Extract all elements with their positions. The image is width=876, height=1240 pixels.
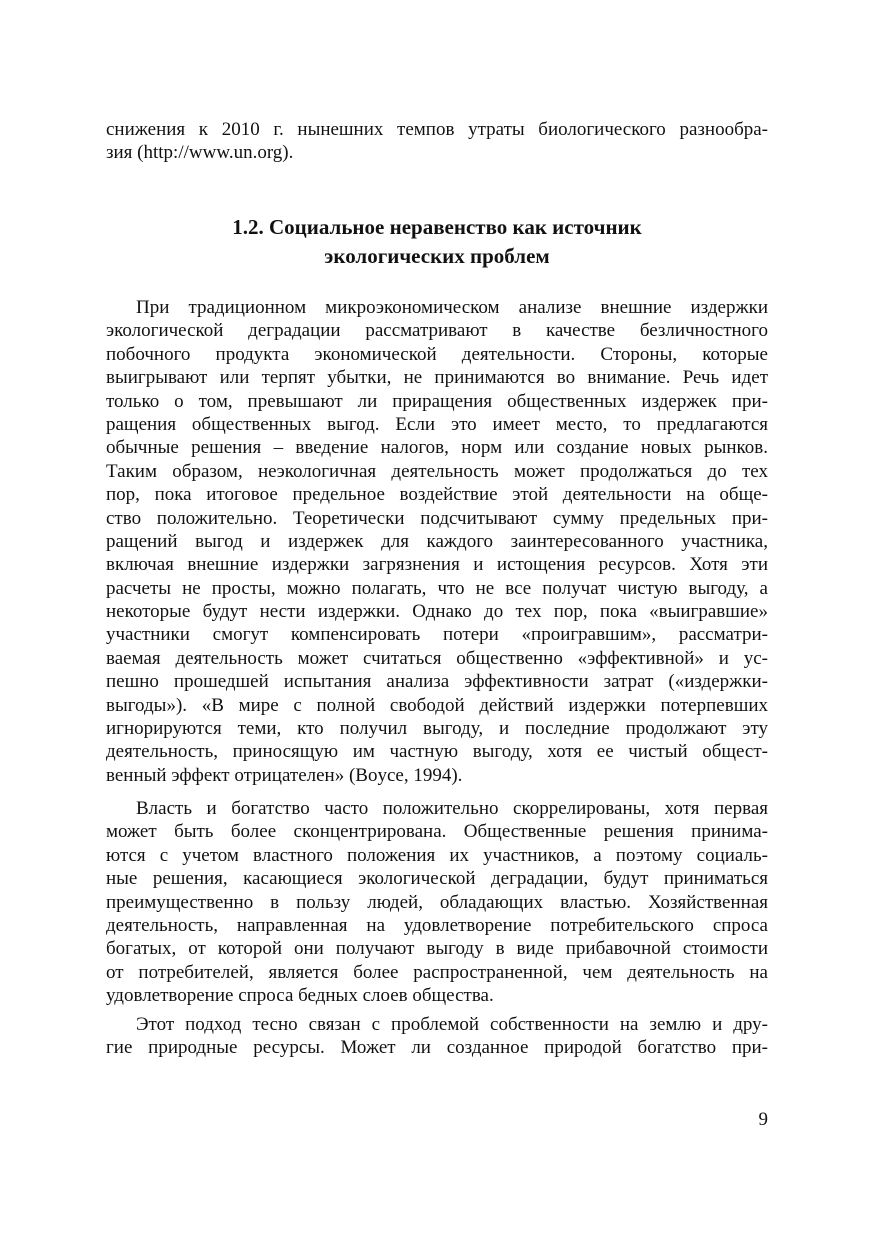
text-line: ращения общественных выгод. Если это имеет место, то предлагаются (106, 413, 768, 435)
section-title-line-2: экологических проблем (324, 244, 550, 268)
text-line: ство положительно. Теоретически подсчитывают сумму предельных при- (106, 507, 768, 529)
text-line: ваемая деятельность может считаться общественно «эффективной» и ус- (106, 647, 768, 669)
text-line: ращений выгод и издержек для каждого заинтересованного участника, (106, 530, 768, 552)
text-line: включая внешние издержки загрязнения и истощения ресурсов. Хотя эти (106, 554, 768, 576)
text-line: пешно прошедшей испытания анализа эффективности затрат («издержки- (106, 671, 768, 693)
text-line: выигрывают или терпят убытки, не принимаются во внимание. Речь идет (106, 367, 768, 389)
continuation-paragraph (106, 118, 768, 165)
text-line: расчеты не просты, можно полагать, что не все получат чистую выгоду, а (106, 577, 768, 599)
section-title-line-1: 1.2. Социальное неравенство как источник (232, 215, 642, 239)
text-line: При традиционном микроэкономическом анализе внешние издержки (136, 297, 768, 318)
text-line: некоторые будут нести издержки. Однако до тех пор, пока «выигравшие» (106, 601, 768, 623)
text-line: преимущественно в пользу людей, обладающих властью. Хозяйственная (106, 891, 768, 913)
text-line: экологической деградации рассматривают в качестве безличностного (106, 320, 768, 342)
text-line: игнорируются теми, кто получил выгоду, и последние продолжают эту (106, 718, 768, 740)
text-line: побочного продукта экономической деятельности. Стороны, которые (106, 343, 768, 365)
text-line: только о том, превышают ли приращения общественных издержек при- (106, 390, 768, 412)
text-line: участники смогут компенсировать потери «проигравшим», рассматри- (106, 624, 768, 646)
text-line: зия (http://www.un.org). (106, 142, 294, 164)
paragraph-2 (106, 797, 768, 1008)
page-number: 9 (758, 1109, 768, 1130)
text-line: выгоды»). «В мире с полной свободой действий издержки потерпевших (106, 694, 768, 716)
text-line: от потребителей, является более распространенной, чем деятельность на (106, 961, 768, 983)
text-line: деятельность, приносящую им частную выгоду, хотя ее чистый общест- (106, 741, 768, 763)
text-line: Власть и богатство часто положительно скоррелированы, хотя первая (136, 798, 768, 819)
text-line: удовлетворение спроса бедных слоев общества. (106, 985, 494, 1007)
text-line: снижения к 2010 г. нынешних темпов утраты биологического разнообра- (106, 119, 768, 140)
text-line: обычные решения – введение налогов, норм или создание новых рынков. (106, 437, 768, 459)
text-line: богатых, от которой они получают выгоду в виде прибавочной стоимости (106, 938, 768, 960)
text-line: Таким образом, неэкологичная деятельность может продолжаться до тех (106, 460, 768, 482)
section-heading (106, 213, 768, 271)
text-line: Этот подход тесно связан с проблемой собственности на землю и дру- (136, 1014, 768, 1035)
text-line: пор, пока итоговое предельное воздействие этой деятельности на обще- (106, 484, 768, 506)
paragraph-1 (106, 296, 768, 787)
text-line: венный эффект отрицателен» (Boyce, 1994). (106, 764, 463, 786)
text-line: ются с учетом властного положения их участников, а поэтому социаль- (106, 844, 768, 866)
text-line: деятельность, направленная на удовлетворение потребительского спроса (106, 914, 768, 936)
text-line: ные решения, касающиеся экологической деградации, будут приниматься (106, 868, 768, 890)
text-line: гие природные ресурсы. Может ли созданное природой богатство при- (106, 1037, 768, 1059)
text-line: может быть более сконцентрирована. Общественные решения принима- (106, 821, 768, 843)
paragraph-3 (106, 1013, 768, 1060)
